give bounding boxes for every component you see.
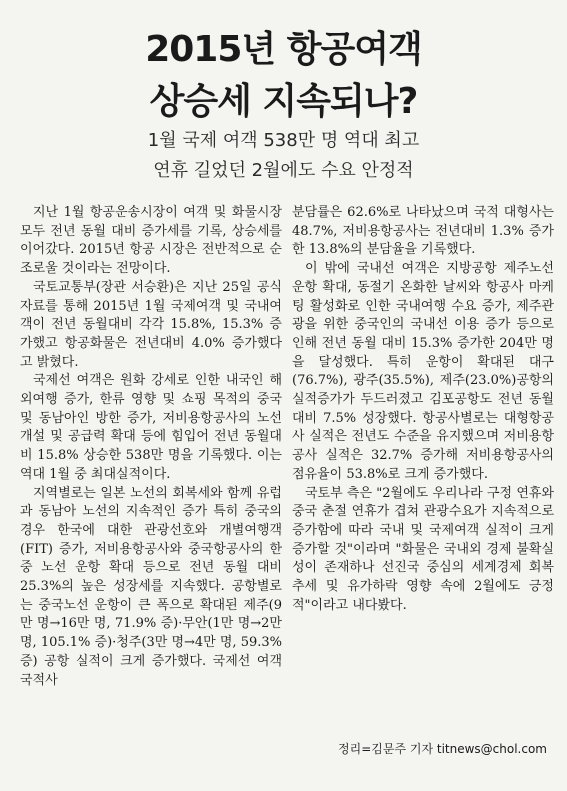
headline [0,24,567,128]
paragraph: 국토교통부(장관 서승환)은 지난 25일 공식 자료를 통해 2015년 1월 국제여객 및 국내여객이 전년 동월대비 각각 15.8%, 15.3% 증가했고 항공화물은 전년대비 4.0% 증가했다고 밝혔다. [20,279,282,370]
headline-line-1: 2015년 항공여객 [145,29,422,70]
left-column [20,204,282,690]
paragraph: 지난 1월 항공운송시장이 여객 및 화물시장 모두 전년 동월 대비 증가세를 기록, 상승세를 이어갔다. 2015년 항공 시장은 전반적으로 순조로울 것이라는 전망이다. [20,205,282,277]
paragraph: 국토부 측은 "2월에도 우리나라 구정 연휴와 중국 춘절 연휴가 겹쳐 관광수요가 지속적으로 증가함에 따라 국내 및 국제여객 실적이 크게 증가할 것"이라며 "화물은 국내외 경제 불확실성이 존재하나 선진국 중심의 세계경제 회복 추세 및 유가하락 영향 속에 2월에도 긍정적"이라고 내다봤다. [292,485,554,613]
right-column [292,204,554,615]
paragraph: 국제선 여객은 원화 강세로 인한 내국인 해외여행 증가, 한류 영향 및 쇼핑 목적의 중국 및 동남아인 방한 증가, 저비용항공사의 노선 개설 및 공급력 확대 등에 힘입어 전년 동월대비 15.8% 상승한 538만 명을 기록했다. 이는 역대 1월 중 최대실적이다. [20,373,282,482]
paragraph: 분담률은 62.6%로 나타났으며 국적 대형사는 48.7%, 저비용항공사는 전년대비 1.3% 증가한 13.8%의 분담율을 기록했다. [292,205,554,258]
paragraph: 이 밖에 국내선 여객은 지방공항 제주노선 운항 확대, 동절기 온화한 날씨와 항공사 마케팅 활성화로 인한 국내여행 수요 증가, 제주관광을 위한 중국인의 국내선 이용 증가 등으로 인해 전년 동월 대비 15.3% 증가한 204만 명을 달성했다. 특히 운항이 확대된 대구(76.7%), 광주(35.5%), 제주(23.0%)공항의 실적증가가 두드러졌고 김포공항도 전년 동월대비 7.5% 성장했다. 항공사별로는 대형항공사 실적은 전년도 수준을 유지했으며 저비용항공사 실적은 32.7% 증가해 저비용항공사의 점유율이 53.8%로 크게 증가했다. [292,261,554,482]
subhead-line-1: 1월 국제 여객 538만 명 역대 최고 [147,130,420,151]
paragraph: 지역별로는 일본 노선의 회복세와 함께 유럽과 동남아 노선의 지속적인 증가 특히 중국의 경우 한국에 대한 관광선호와 개별여행객(FIT) 증가, 저비용항공사와 중국항공사의 한중 노선 운항 확대 등으로 전년 동월 대비 25.3%의 높은 성장세를 지속했다. 공항별로는 중국노선 운항이 큰 폭으로 확대된 제주(9만 명→16만 명, 71.9% 증)·무안(1만 명→2만 명, 105.1% 증)·청주(3만 명→4만 명, 59.3% 증) 공항 실적이 크게 증가했다. 국제선 여객 국적사 [20,485,282,688]
subhead-line-2: 연휴 길었던 2월에도 수요 안정적 [153,160,414,181]
byline: 정리=김문주 기자 titnews@chol.com [338,742,547,756]
headline-line-2: 상승세 지속되나? [149,81,418,122]
subhead [0,126,567,186]
